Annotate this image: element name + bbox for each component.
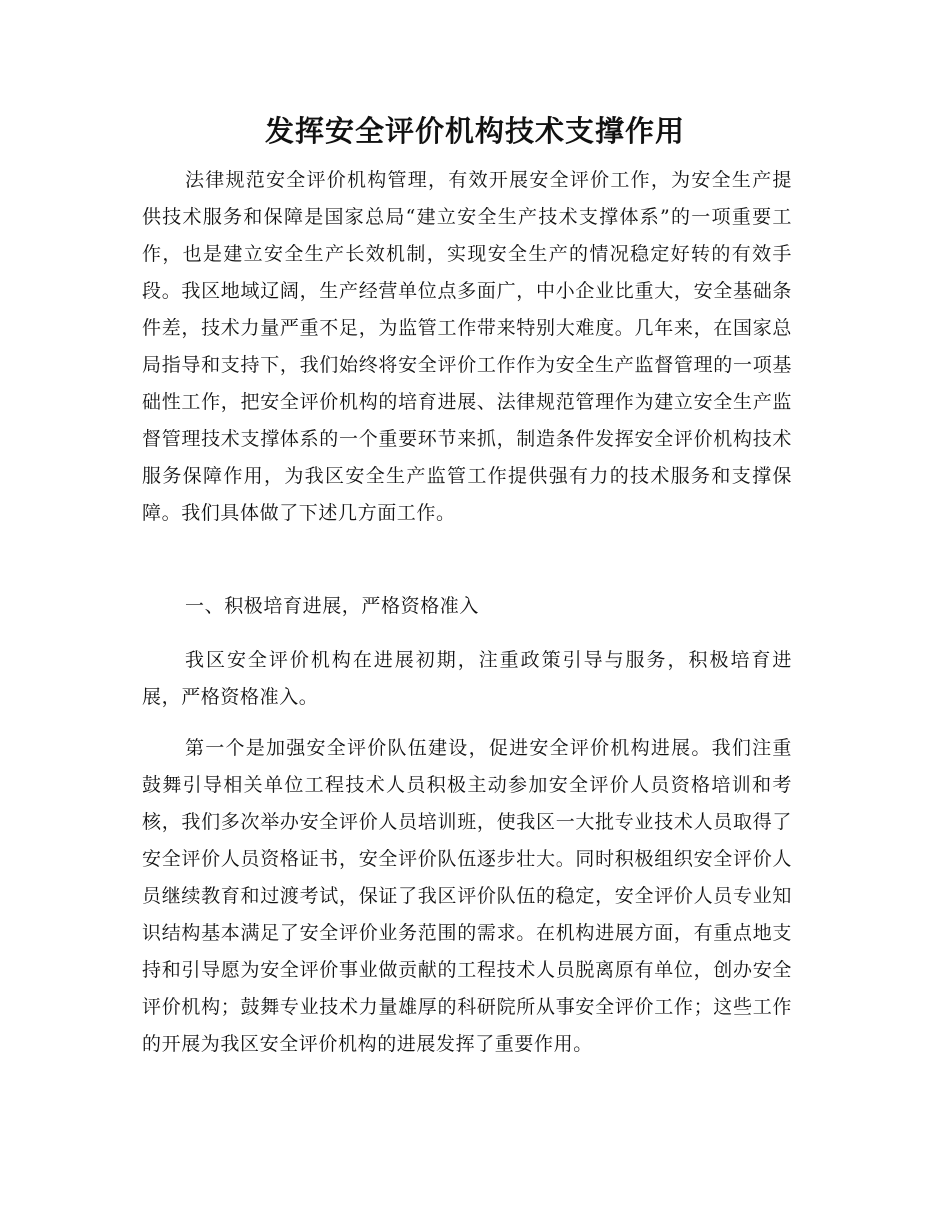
document-title: 发挥安全评价机构技术支撑作用	[264, 114, 685, 148]
paragraph-intro: 法律规范安全评价机构管理，有效开展安全评价工作，为安全生产提供技术服务和保障是国家总局“建立安全生产技术支撑体系”的一项重要工作，也是建立安全生产长效机制，实现安全生产的情况稳定好转的有效手段。我区地域辽阔，生产经营单位点多面广，中小企业比重大，安全基础条件差，技术力量严重不足，为监管工作带来特别大难度。几年来，在国家总局指导和支持下，我们始终将安全评价工作作为安全生产监督管理的一项基础性工作，把安全评价机构的培育进展、法律规范管理作为建立安全生产监督管理技术支撑体系的一个重要环节来抓，制造条件发挥安全评价机构技术服务保障作用，为我区安全生产监管工作提供强有力的技术服务和支撑保障。我们具体做了下述几方面工作。	[142, 169, 792, 524]
paragraph-first-point: 第一个是加强安全评价队伍建设，促进安全评价机构进展。我们注重鼓舞引导相关单位工程技术人员积极主动参加安全评价人员资格培训和考核，我们多次举办安全评价人员培训班，使我区一大批专业技术人员取得了安全评价人员资格证书，安全评价队伍逐步壮大。同时积极组织安全评价人员继续教育和过渡考试，保证了我区评价队伍的稳定，安全评价人员专业知识结构基本满足了安全评价业务范围的需求。在机构进展方面，有重点地支持和引导愿为安全评价事业做贡献的工程技术人员脱离原有单位，创办安全评价机构；鼓舞专业技术力量雄厚的科研院所从事安全评价工作；这些工作的开展为我区安全评价机构的进展发挥了重要作用。	[142, 737, 792, 1055]
section-heading: 一、积极培育进展，严格资格准入	[185, 595, 480, 617]
paragraph-section-intro: 我区安全评价机构在进展初期，注重政策引导与服务，积极培育进展，严格资格准入。	[142, 649, 792, 708]
